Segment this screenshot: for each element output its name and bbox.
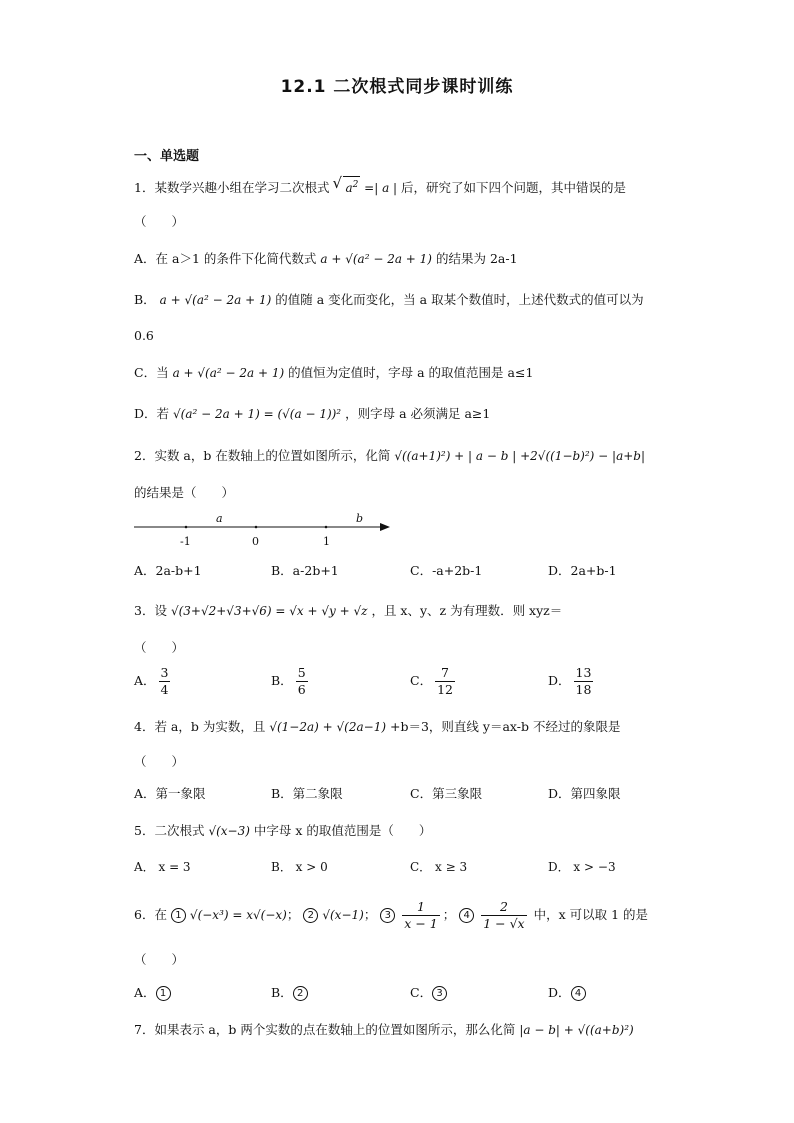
q3-option-a[interactable]: A． $\frac{3}{4}$ [134,665,169,697]
q6-option-d[interactable]: D． 4 [548,983,586,1003]
q7-stem: 7．如果表示 a，b 两个实数的点在数轴上的位置如图所示，那么化简 |a − b| + √((a+b)²) [134,1022,634,1037]
q3-option-c[interactable]: C． $\frac{7}{12}$ [410,665,453,697]
q1-a-formula: a + √(a² − 2a + 1) [320,252,432,266]
circled-3-icon: 3 [432,986,447,1001]
axis-label-b: b [356,512,364,525]
q2-number-line [134,508,404,550]
q3-option-b[interactable]: B． $\frac{5}{6}$ [271,665,306,697]
q5-option-d[interactable]: D． x > −3 [548,860,616,874]
q4-formula: √(1−2a) + √(2a−1) [269,720,387,734]
q1-option-b-cont: 0.6 [134,328,154,343]
q6-stem: 6．在 1 √(−x³) = x√(−x)； 2 √(x−1)； 3 $\frac{1}{x - 1}$ ； 4 $\frac{2}{1 - √x}$ 中，x 可以取 1 的是 [134,899,649,931]
q2-option-c[interactable]: C．-a+2b-1 [410,563,483,578]
q1-option-b: B． a + √(a² − 2a + 1) 的值随 a 变化而变化，当 a 取某个数值时，上述代数式的值可以为 [134,292,644,307]
q6-formula-3: $\frac{1}{x - 1}$ [404,899,438,931]
q1-formula: √ $a^2$ =| a | [333,181,400,195]
circled-4-icon: 4 [459,908,474,923]
q1-b-formula: a + √(a² − 2a + 1) [159,293,272,307]
tick-label: 0 [252,535,259,548]
tick-label: 1 [323,535,330,548]
q1-d-formula: √(a² − 2a + 1) = (√(a − 1))² [173,407,342,421]
circled-1-icon: 1 [171,908,186,923]
q3-formula: √(3+√2+√3+√6) = √x + √y + √z [170,604,368,618]
q5-formula: √(x−3) [208,824,250,838]
q6-formula-1: √(−x³) = x√(−x) [189,908,287,922]
q5-option-a[interactable]: A． x = 3 [134,860,191,874]
circled-2-icon: 2 [293,986,308,1001]
q4-option-d[interactable]: D．第四象限 [548,786,621,801]
page-title: 12.1 二次根式同步课时训练 [280,77,514,97]
q1-option-d: D．若 √(a² − 2a + 1) = (√(a − 1))² ，则字母 a 必须满足 a≥1 [134,406,491,421]
q1-paren: （ ） [134,214,185,229]
circled-3-icon: 3 [380,908,395,923]
q4-stem: 4．若 a，b 为实数，且 √(1−2a) + √(2a−1) +b＝3，则直线 y＝ax-b 不经过的象限是 [134,719,621,734]
q6-option-a[interactable]: A． 1 [134,983,171,1003]
q4-option-b[interactable]: B．第二象限 [271,786,343,801]
q1-c-formula: a + √(a² − 2a + 1) [172,366,285,380]
q3-paren: （ ） [134,640,185,655]
q6-option-b[interactable]: B． 2 [271,983,308,1003]
q4-option-a[interactable]: A．第一象限 [134,786,206,801]
q6-option-c[interactable]: C． 3 [410,983,447,1003]
section-heading: 一、单选题 [134,149,200,164]
circled-2-icon: 2 [303,908,318,923]
q3-stem: 3．设 √(3+√2+√3+√6) = √x + √y + √z ，且 x、y、z 为有理数．则 xyz＝ [134,603,563,618]
q6-formula-4: $\frac{2}{1 - √x}$ [483,899,525,931]
q1-option-a: A．在 a＞1 的条件下化简代数式 a + √(a² − 2a + 1) 的结果为 2a-1 [134,251,518,266]
q2-option-b[interactable]: B．a-2b+1 [271,563,339,578]
q4-paren: （ ） [134,754,185,769]
tick-label: -1 [180,535,191,548]
q3-option-d[interactable]: D． $\frac{13}{18}$ [548,665,592,697]
q5-option-c[interactable]: C． x ≥ 3 [410,860,468,874]
q2-stem: 2．实数 a，b 在数轴上的位置如图所示，化简 √((a+1)²) + | a − b | +2√((1−b)²) − |a+b| [134,448,646,463]
q2-formula: √((a+1)²) + | a − b | +2√((1−b)²) − |a+b| [394,449,646,463]
circled-1-icon: 1 [156,986,171,1001]
q1-stem: 1．某数学兴趣小组在学习二次根式 √ $a^2$ =| a | 后，研究了如下四个问题，其中错误的是 [134,176,626,198]
q4-option-c[interactable]: C．第三象限 [410,786,483,801]
q6-formula-2: √(x−1) [322,908,364,922]
circled-4-icon: 4 [571,986,586,1001]
q5-stem: 5．二次根式 √(x−3) 中字母 x 的取值范围是（ ） [134,823,432,838]
q2-option-d[interactable]: D．2a+b-1 [548,563,617,578]
q7-formula: |a − b| + √((a+b)²) [519,1023,634,1037]
axis-label-a: a [216,512,223,525]
q2-tail: 的结果是（ ） [134,485,235,500]
q5-option-b[interactable]: B． x > 0 [271,860,328,874]
q6-paren: （ ） [134,952,185,967]
q1-option-c: C．当 a + √(a² − 2a + 1) 的值恒为定值时，字母 a 的取值范围是 a≤1 [134,365,534,380]
q2-option-a[interactable]: A．2a-b+1 [134,563,202,578]
